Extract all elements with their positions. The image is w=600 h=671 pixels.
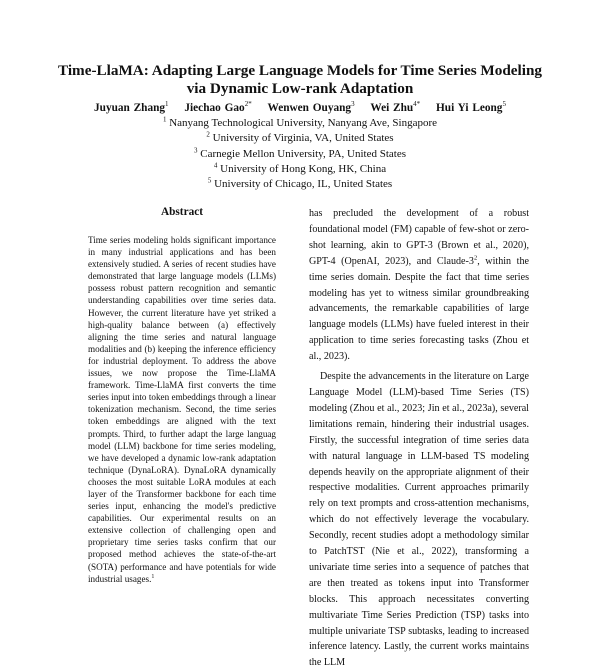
abstract-body xyxy=(88,234,276,585)
affiliation: $^4$ University of Hong Kong, HK, China xyxy=(213,161,387,175)
affiliation-list xyxy=(0,116,600,192)
paper-title xyxy=(0,62,600,98)
author: Juyuan Zhang$^1$ xyxy=(94,100,169,114)
affiliation: $^3$ Carnegie Mellon University, PA, United States xyxy=(194,145,406,160)
author: Wenwen Ouyang$^3$ xyxy=(267,100,355,114)
affiliation: $^1$ Nanyang Technological University, Nanyang Ave, Singapore xyxy=(162,115,438,129)
author: Hui Yi Leong$^5$ xyxy=(436,100,506,114)
abstract-heading: Abstract xyxy=(160,206,204,218)
footnote-mark: 2 xyxy=(473,254,478,262)
intro-paragraph-2: Despite the advancements in the literature on Large Language Model (LLM)-based Time Series (TS) modeling (Zhou et al., 2023; Jin et al., 2023a), several limitations remain, hindering their industrial usages. Firstly, the successful integration of time series data with natural language in LLM-based TS modeling depends heavily on the appropriate alignment of their respective modalities. Current approaches primarily rely on text prompts and cross-attention mechanisms, which do not effectively leverage the vocabulary. Secondly, recent studies adopt a methodology similar to PatchTST (Nie et al., 2022), transforming a univariate time series into a sequence of patches that are then treated as tokens input into Transformer blocks. This approach necessitates converting multivariate Time Series Prediction (TSP) tasks into multiple univariate TSP subtasks, leading to increased inference latency. Lastly, the current works maintains the LLM xyxy=(309,371,529,669)
author-list xyxy=(0,101,600,115)
title-line-1: Time-LlaMA: Adapting Large Language Models for Time Series Modeling xyxy=(57,62,543,79)
title-line-2: via Dynamic Low-rank Adaptation xyxy=(186,80,414,97)
abstract-text: Time series modeling holds significant importance in many industrial applications and has been extensively studied. A series of recent studies have demonstrated that large language models (LLMs) possess robust pattern recognition and semantic understanding capabilities over time series data. However, the current literature have yet striked a high-quality balance between (a) effectively aligning the time series and natural language modalities and (b) keeping the inference efficiency for industrial deployment. To address the above issues, we now propose the Time-LlaMA framework. Time-LlaMA first converts the time series input into token embeddings through a linear tokenization mechanism. Second, the time series token embeddings are aligned with the text prompts. Third, to further adapt the large languag model (LLM) backbone for time series modeling, we have developed a dynamic low-rank adaptation technique (DynaLoRA). DynaLoRA dynamically chooses the most suitable LoRA modules at each layer of the Transformer backbone for each time series input, enhancing the model's predictive capabilities. Our experimental results on an extensive collection of challenging open and proprietary time series tasks confirm that our proposed method achieves the state-of-the-art (SOTA) performance and have potentials for wide industrial usages. xyxy=(88,235,276,584)
intro-paragraph-1: has precluded the development of a robust foundational model (FM) capable of few-shot or zero-shot learning, akin to GPT-3 (Brown et al., 2020), GPT-4 (OpenAI, 2023), and Claude-$3^2$, within the time series domain. Despite the fact that time series modeling has yet to witness similar groundbreaking advancements, the remarkable capabilities of large language models (LLMs) have fueled interest in their application to time series forecasting tasks (Zhou et al., 2023). xyxy=(309,208,530,363)
right-column-body xyxy=(309,206,529,671)
author: Jiechao Gao$^{2*}$ xyxy=(184,100,252,114)
footnote-mark: 1 xyxy=(151,573,155,580)
affiliation: $^2$ University of Virginia, VA, United States xyxy=(206,130,394,145)
author: Wei Zhu$^{4*}$ xyxy=(370,100,421,114)
affiliation: $^5$ University of Chicago, IL, United States xyxy=(207,176,393,191)
